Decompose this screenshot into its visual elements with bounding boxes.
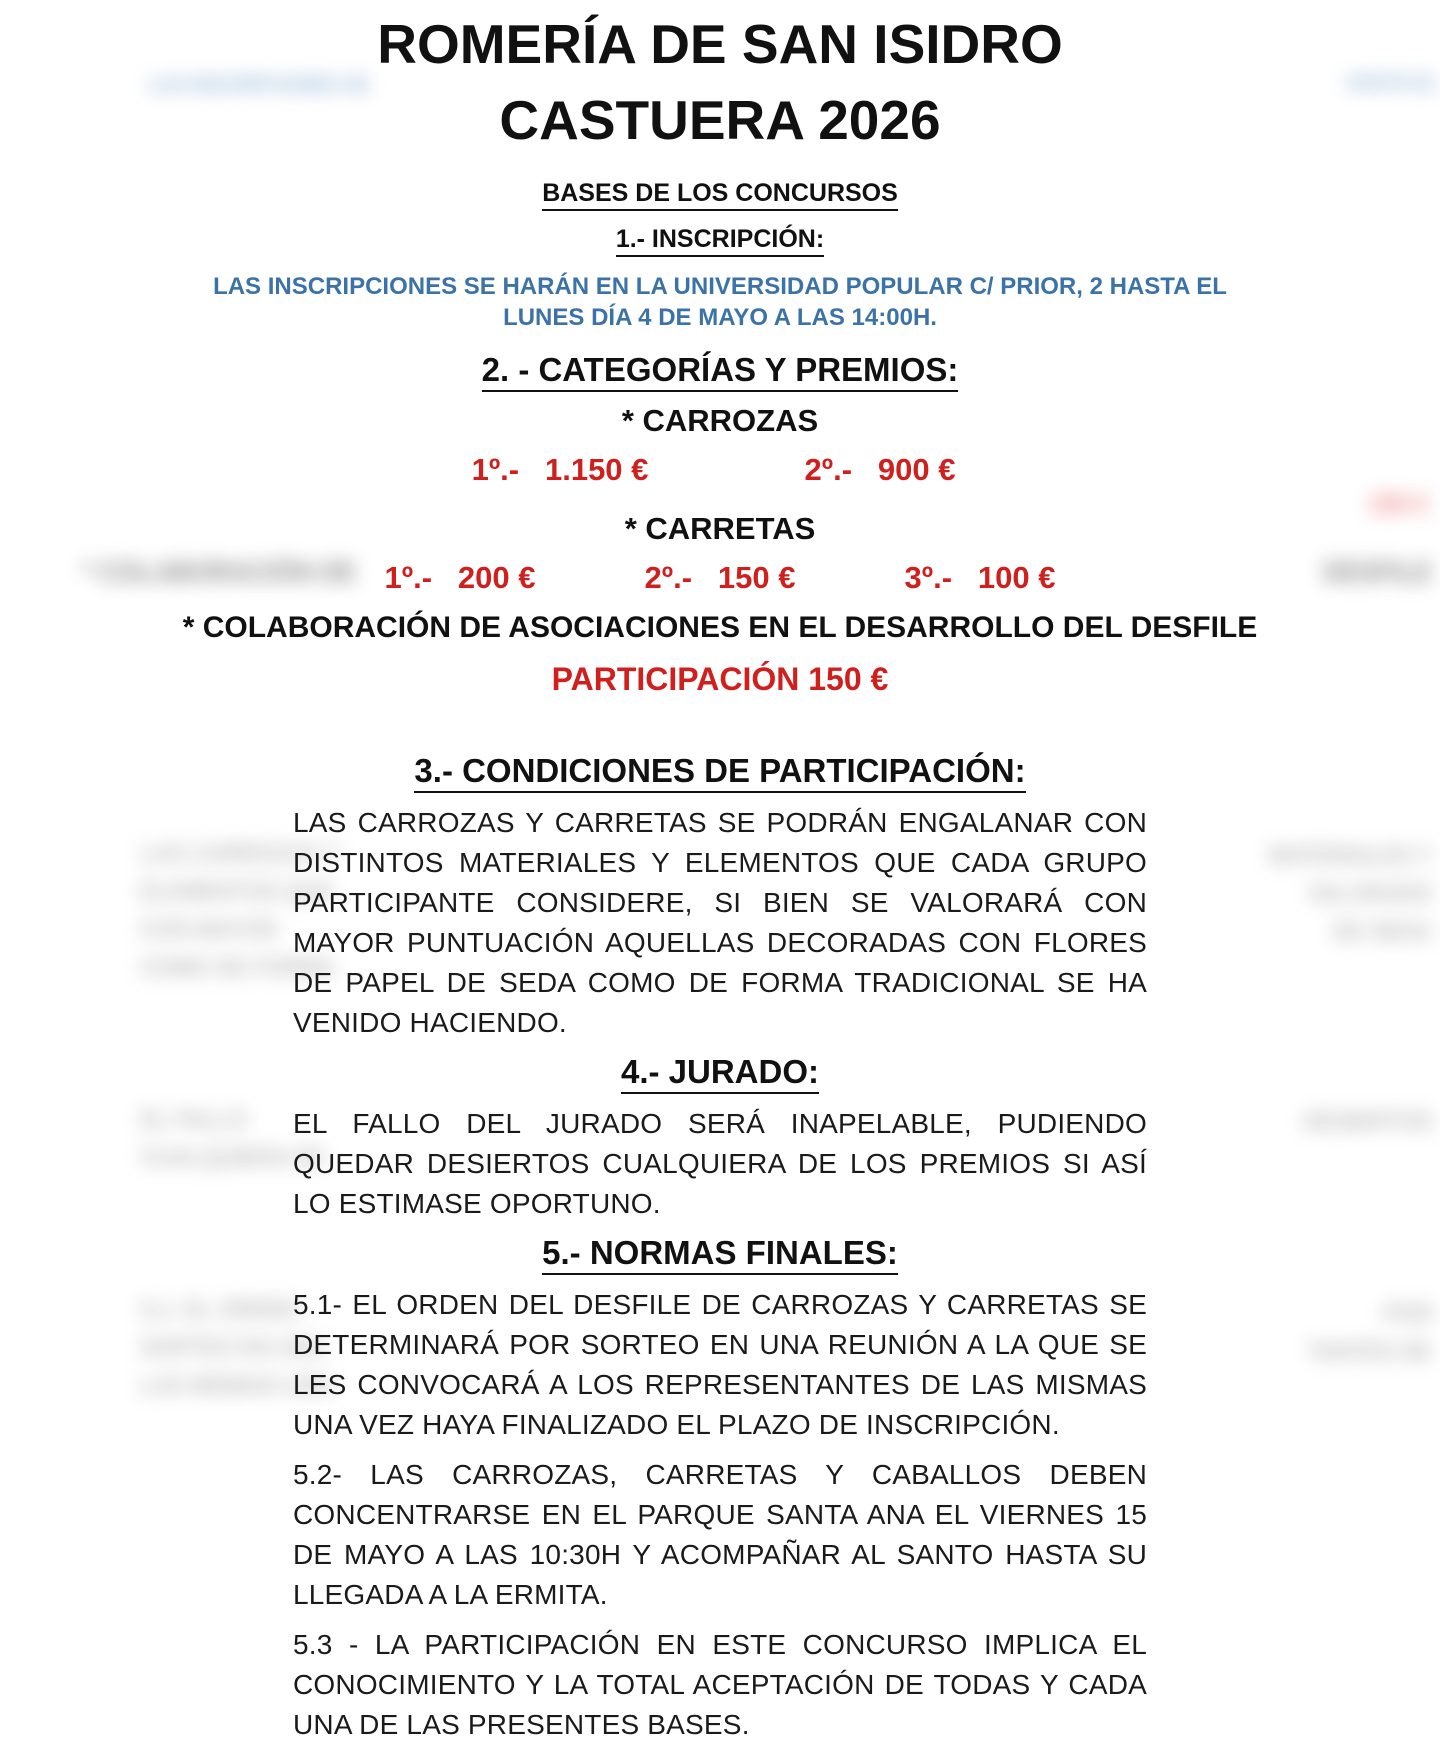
colaboracion-label: * COLABORACIÓN DE ASOCIACIONES EN EL DESARROLLO DEL DESFILE: [182, 611, 1258, 644]
carretas-prize-2: [590, 558, 850, 598]
section-5-item-5-1: 5.1- EL ORDEN DEL DESFILE DE CARROZAS Y CARRETAS SE DETERMINARÁ POR SORTEO EN UNA REUNIÓN A LA QUE SE LES CONVOCARÁ A LOS REPRESENTANTES DE LAS MISMAS UNA VEZ HAYA FINALIZADO EL PLAZO DE INSCRIPCIÓN.: [293, 1289, 1147, 1440]
carretas-prize-2-place: 2º.-: [644, 560, 693, 595]
heading-section-1-inscripcion: [0, 224, 1440, 257]
heading-section-4-jurado: [0, 1053, 1440, 1094]
participacion-amount: PARTICIPACIÓN 150 €: [551, 661, 889, 697]
inscripcion-line-1: LAS INSCRIPCIONES SE HARÁN EN LA UNIVERSIDAD POPULAR C/ PRIOR, 2 HASTA EL: [213, 273, 1227, 300]
heading-section-3-text: 3.- CONDICIONES DE PARTICIPACIÓN:: [414, 752, 1025, 793]
carretas-prize-2-amount: 150 €: [717, 560, 796, 595]
ghost-text-left-1: * COLABORACIÓN DE: [82, 556, 357, 589]
ghost-text-left-3: ELEMENTOS QUE: [140, 876, 334, 906]
carretas-prize-1-amount: 200 €: [457, 560, 536, 595]
ghost-text-right-1: 150 €: [1368, 488, 1428, 519]
heading-section-5-text: 5.- NORMAS FINALES:: [542, 1234, 898, 1275]
carretas-prize-3-amount: 100 €: [977, 560, 1056, 595]
ghost-text-left-0: LAS INSCRIPCIONES SE: [148, 72, 370, 97]
heading-section-5-normas-finales: [0, 1234, 1440, 1275]
carrozas-prize-1: [400, 450, 720, 490]
heading-section-3-condiciones: [0, 752, 1440, 793]
ghost-text-left-5: COMO DE FORMA: [140, 952, 335, 982]
ghost-text-right-4: VALORARÁ: [1306, 878, 1432, 908]
heading-section-2-text: 2. - CATEGORÍAS Y PREMIOS:: [482, 351, 959, 392]
ghost-text-left-6: EL FALLO: [140, 1104, 248, 1134]
carretas-prize-row: [0, 558, 1440, 598]
ghost-text-left-9: SORTEO EN UNA: [140, 1332, 327, 1362]
carrozas-prize-1-amount: 1.150 €: [544, 452, 649, 487]
ghost-text-right-7: POR: [1383, 1298, 1432, 1328]
heading-bases-text: BASES DE LOS CONCURSOS: [542, 178, 898, 211]
section-5-item-5-2: 5.2- LAS CARROZAS, CARRETAS Y CABALLOS DEBEN CONCENTRARSE EN EL PARQUE SANTA ANA EL VIERNES 15 DE MAYO A LAS 10:30H Y ACOMPAÑAR AL SANTO HASTA SU LLEGADA A LA ERMITA.: [293, 1459, 1147, 1610]
carrozas-prize-2: [720, 450, 1040, 490]
ghost-text-right-6: DESIERTOS: [1303, 1106, 1432, 1136]
section-3-body: LAS CARROZAS Y CARRETAS SE PODRÁN ENGALANAR CON DISTINTOS MATERIALES Y ELEMENTOS QUE CADA GRUPO PARTICIPANTE CONSIDERE, SI BIEN SE VALORARÁ CON MAYOR PUNTUACIÓN AQUELLAS DECORADAS CON FLORES DE PAPEL DE SEDA COMO DE FORMA TRADICIONAL SE HA VENIDO HACIENDO.: [293, 807, 1147, 1038]
heading-section-2-categorias-premios: [0, 351, 1440, 392]
carrozas-prize-2-amount: 900 €: [877, 452, 956, 487]
heading-section-1-text: 1.- INSCRIPCIÓN:: [616, 224, 824, 257]
ghost-text-right-5: DE SEDA: [1332, 916, 1432, 946]
ghost-text-left-7: CUALQUIERA DE: [140, 1142, 326, 1172]
carrozas-prize-row: [0, 450, 1440, 490]
ghost-text-left-10: LAS MISMAS UNA: [140, 1370, 335, 1400]
inscripcion-details: [0, 271, 1440, 333]
category-label-carretas: * CARRETAS: [624, 511, 816, 546]
carretas-prize-1: [330, 558, 590, 598]
page-title-line-2: CASTUERA 2026: [499, 89, 941, 151]
heading-section-4-text: 4.- JURADO:: [621, 1053, 819, 1094]
page-title-line-1: ROMERÍA DE SAN ISIDRO: [377, 13, 1063, 75]
ghost-text-left-8: 5.1- EL ORDEN: [140, 1294, 300, 1324]
ghost-text-left-2: LAS CARROZAS Y: [140, 838, 339, 868]
carretas-prize-1-place: 1º.-: [384, 560, 433, 595]
carretas-prize-3-place: 3º.-: [904, 560, 953, 595]
ghost-text-right-0: HASTA EL: [1346, 70, 1438, 95]
category-label-carrozas: * CARROZAS: [621, 403, 819, 438]
section-4-body: EL FALLO DEL JURADO SERÁ INAPELABLE, PUDIENDO QUEDAR DESIERTOS CUALQUIERA DE LOS PREMIOS SI ASÍ LO ESTIMASE OPORTUNO.: [293, 1108, 1147, 1219]
heading-bases-de-los-concursos: [0, 178, 1440, 211]
ghost-text-right-3: MATERIALES Y: [1267, 840, 1432, 870]
section-5-item-5-3: 5.3 - LA PARTICIPACIÓN EN ESTE CONCURSO IMPLICA EL CONOCIMIENTO Y LA TOTAL ACEPTACIÓN DE TODAS Y CADA UNA DE LAS PRESENTES BASES.: [293, 1629, 1147, 1740]
ghost-text-left-4: CON MAYOR: [140, 914, 278, 944]
carrozas-prize-1-place: 1º.-: [471, 452, 520, 487]
ghost-text-right-8: TANTES DE: [1307, 1336, 1432, 1366]
inscripcion-line-2: LUNES DÍA 4 DE MAYO A LAS 14:00H.: [503, 304, 937, 331]
ghost-text-right-2: DESFILE: [1322, 556, 1432, 589]
carrozas-prize-2-place: 2º.-: [804, 452, 853, 487]
carretas-prize-3: [850, 558, 1110, 598]
